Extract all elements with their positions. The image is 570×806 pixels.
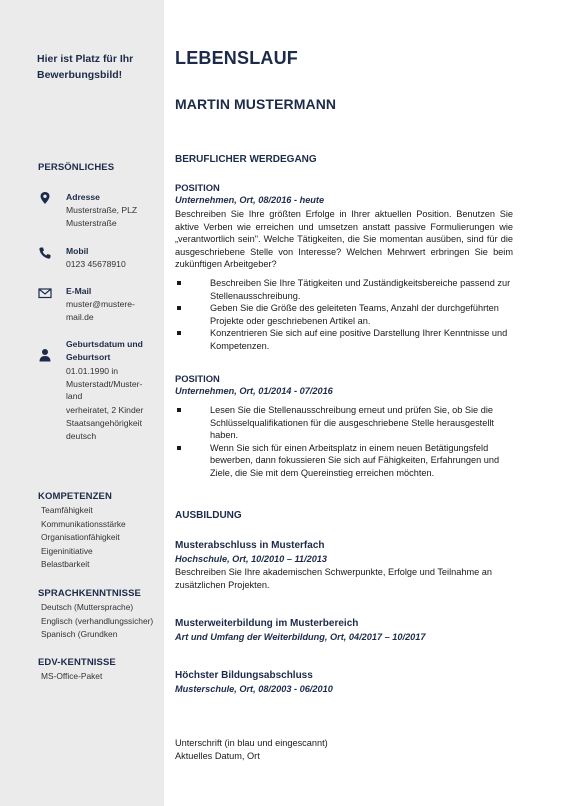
education-title: Musterweiterbildung im Musterbereich xyxy=(175,618,359,629)
birth-line: 01.01.1990 in xyxy=(66,366,119,376)
birth-line: verheiratet, 2 Kinder xyxy=(66,405,144,415)
education-description: Beschreiben Sie Ihre akademischen Schwerpunkte, Erfolge und Teilnahme an zusätzlichen Projekten. xyxy=(175,567,492,590)
mobile-number: 0123 45678910 xyxy=(66,259,126,269)
birth-line: land xyxy=(66,391,83,401)
list-item: MS-Office-Paket xyxy=(41,671,103,681)
envelope-icon xyxy=(38,286,52,300)
address-block xyxy=(38,191,160,231)
email-block xyxy=(38,285,160,325)
languages-heading: SPRACHKENNTNISSE xyxy=(38,588,141,599)
list-item: Organisationfähigkeit xyxy=(41,532,120,543)
education-detail: Art und Umfang der Weiterbildung, Ort, 04/2017 – 10/2017 xyxy=(175,632,426,642)
bullet-text: Lesen Sie die Stellenausschreibung erneut und prüfen Sie, ob Sie die Schlüsselqualifikationen für die ausgeschriebene Stelle herausgestellt haben. xyxy=(210,405,494,441)
bullet-text: Wenn Sie sich für einen Arbeitsplatz in einem neuen Betätigungsfeld bewerben, dann fokussieren Sie sich auf Fähigkeiten, Erfahrungen und Ziele, die Sie mit dem Quereinstieg erreichen möchten. xyxy=(210,442,500,478)
job-bullets xyxy=(175,404,513,480)
birth-line: Staatsangehörigkeit xyxy=(66,418,142,428)
birth-block xyxy=(38,338,160,448)
email-label: E-Mail xyxy=(66,286,92,296)
phone-icon xyxy=(38,246,52,260)
list-item: Deutsch (Muttersprache) xyxy=(41,602,134,612)
mobile-label: Mobil xyxy=(66,246,89,256)
bullet-item xyxy=(175,302,513,327)
bullet-item xyxy=(175,277,513,302)
job-description: Beschreiben Sie Ihre größten Erfolge in Ihrer aktuellen Position. Benutzen Sie aktive Verben wie erreichen und umsetzen anstatt passive Formulierungen wie „verantwortlich sein". Welche Tätigkeiten, die Sie momentan ausüben, sind für die ausgeschriebene Stelle von Interesse? Welchen Mehrwert erbringen Sie beim zukünftigen Arbeitgeber? xyxy=(175,209,513,270)
bullet-icon xyxy=(177,446,181,450)
bullet-item xyxy=(175,327,513,352)
personal-heading: PERSÖNLICHES xyxy=(38,162,115,173)
languages-list xyxy=(41,601,153,642)
bullet-icon xyxy=(177,306,181,310)
job-company: Unternehmen, Ort, 01/2014 - 07/2016 xyxy=(175,386,333,396)
job-position: POSITION xyxy=(175,373,220,384)
address-line: Musterstraße, PLZ xyxy=(66,205,138,215)
job-company: Unternehmen, Ort, 08/2016 - heute xyxy=(175,195,325,205)
birth-label: Geburtsdatum und xyxy=(66,339,143,349)
birth-line: Musterstadt/Muster- xyxy=(66,378,143,389)
list-item: Englisch (verhandlungssicher) xyxy=(41,615,154,626)
skills-list xyxy=(41,504,126,572)
list-item: Teamfähigkeit xyxy=(41,505,93,515)
bullet-text: Geben Sie die Größe des geleiteten Teams, Anzahl der durchgeführten Projekte oder geschriebenen Artikel an. xyxy=(210,303,499,326)
email-line: mail.de xyxy=(66,311,94,322)
address-label: Adresse xyxy=(66,192,100,202)
education-detail: Musterschule, Ort, 08/2003 - 06/2010 xyxy=(175,684,333,694)
page-title: LEBENSLAUF xyxy=(175,48,298,68)
signature-block xyxy=(175,737,328,763)
person-name: MARTIN MUSTERMANN xyxy=(175,96,337,112)
bullet-icon xyxy=(177,408,181,412)
job-bullets xyxy=(175,277,513,353)
education-title: Höchster Bildungsabschluss xyxy=(175,670,313,681)
email-line: muster@mustere- xyxy=(66,299,135,309)
bullet-icon xyxy=(177,281,181,285)
mobile-block xyxy=(38,245,160,273)
signature-date: Aktuelles Datum, Ort xyxy=(175,750,260,761)
bullet-item xyxy=(175,404,513,442)
job-position: POSITION xyxy=(175,182,220,193)
bullet-item xyxy=(175,442,513,480)
birth-line: deutsch xyxy=(66,430,97,441)
location-pin-icon xyxy=(38,191,52,205)
education-detail: Hochschule, Ort, 10/2010 – 11/2013 xyxy=(175,554,328,564)
person-icon xyxy=(38,348,52,362)
photo-placeholder: Hier ist Platz für Ihr Bewerbungsbild! xyxy=(37,53,134,81)
list-item: Eigeninitiative xyxy=(41,545,93,556)
bullet-icon xyxy=(177,331,181,335)
it-heading: EDV-KENTNISSE xyxy=(38,657,116,668)
list-item: Kommunikationsstärke xyxy=(41,518,126,529)
education-heading: AUSBILDUNG xyxy=(175,510,242,521)
bullet-text: Konzentrieren Sie sich auf eine positive Darstellung Ihrer Kenntnisse und Kompetenzen. xyxy=(210,328,508,351)
career-heading: BERUFLICHER WERDEGANG xyxy=(175,154,317,165)
signature-line: Unterschrift (in blau und eingescannt) xyxy=(175,738,328,748)
education-title: Musterabschluss in Musterfach xyxy=(175,540,325,551)
list-item: Belastbarkeit xyxy=(41,559,90,570)
bullet-text: Beschreiben Sie Ihre Tätigkeiten und Zuständigkeitsbereiche passend zur Stellenausschreibung. xyxy=(210,278,511,301)
birth-label: Geburtsort xyxy=(66,352,111,362)
address-line: Musterstraße xyxy=(66,217,117,228)
list-item: Spanisch (Grundken xyxy=(41,629,118,640)
skills-heading: KOMPETENZEN xyxy=(38,491,112,502)
it-list xyxy=(41,670,102,684)
